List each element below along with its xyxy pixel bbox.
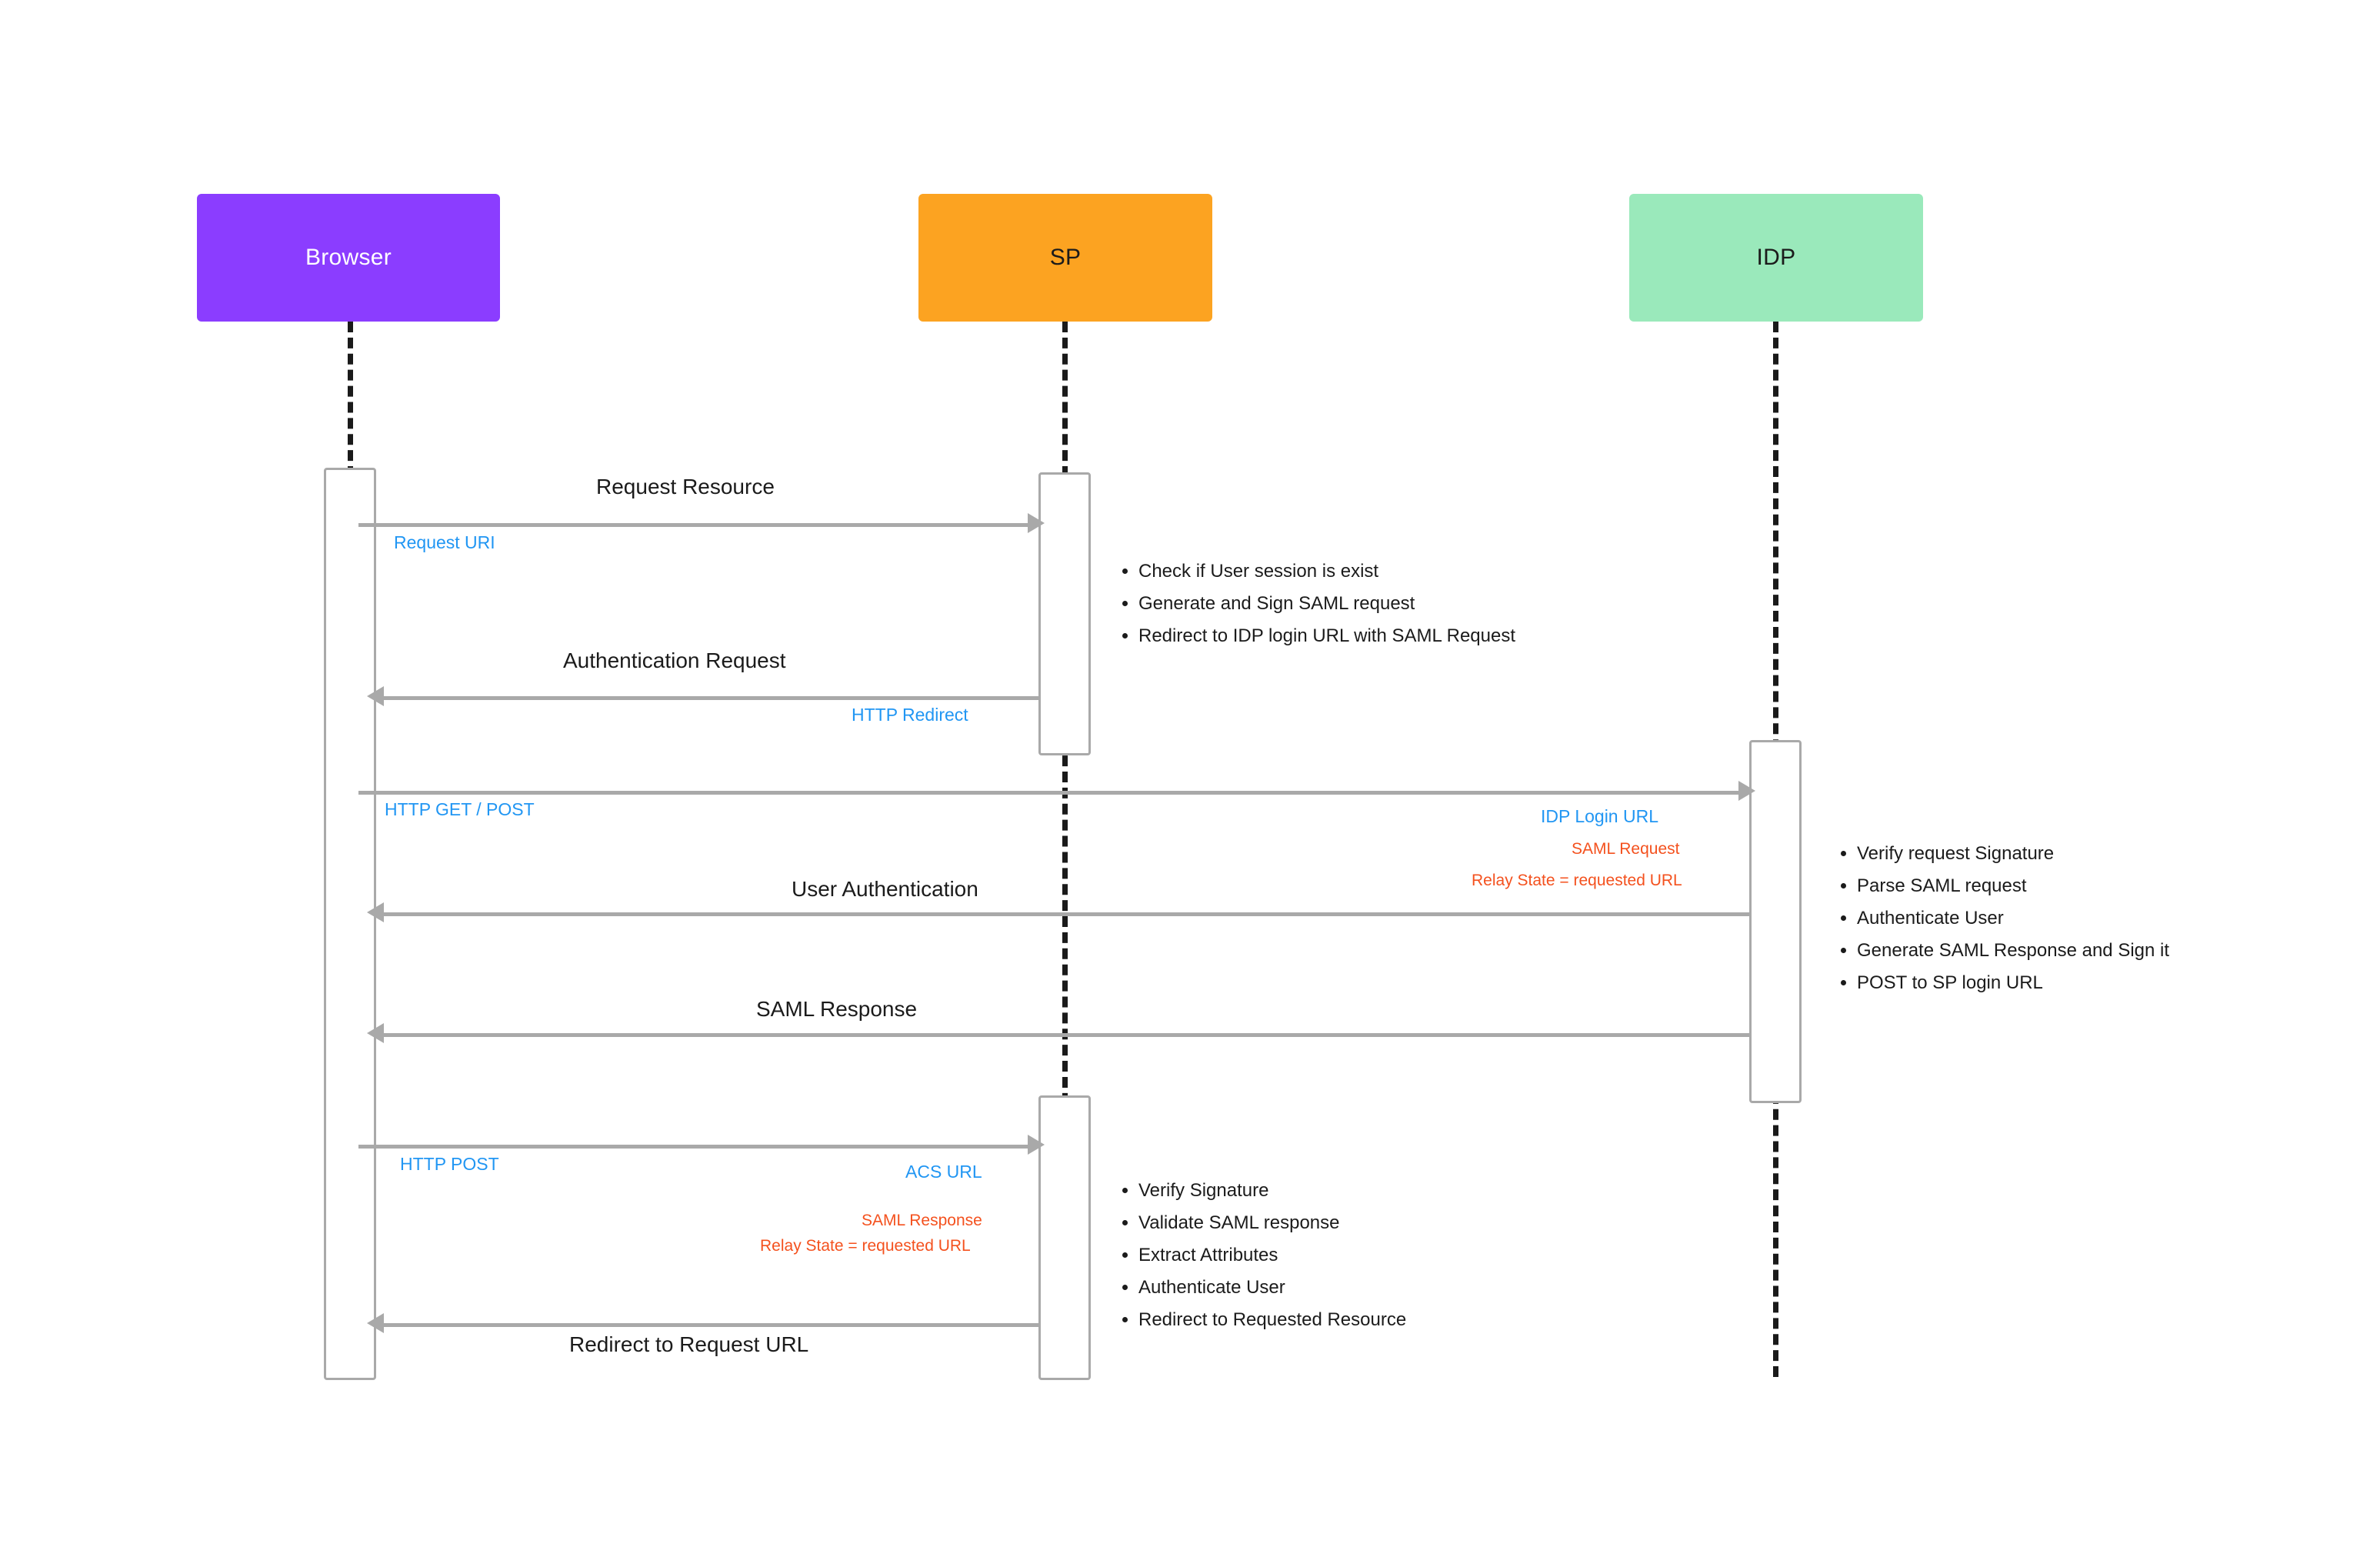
note-item: • Authenticate User	[1138, 1276, 1406, 1299]
message-note-http-get-post: HTTP GET / POST	[385, 799, 535, 819]
activation-idp	[1749, 740, 1802, 1103]
note-item: • Verify Signature	[1138, 1179, 1406, 1202]
message-note-http-redirect: HTTP Redirect	[852, 705, 968, 725]
message-note-saml-response: SAML Response	[862, 1212, 982, 1229]
arrow-line-http-post-acs	[358, 1145, 1029, 1149]
note-item: • Check if User session is exist	[1138, 560, 1515, 583]
note-item: • Generate and Sign SAML request	[1138, 592, 1515, 615]
note-item: • Extract Attributes	[1138, 1244, 1406, 1267]
participant-sp[interactable]	[918, 194, 1212, 322]
message-note-http-post: HTTP POST	[400, 1154, 499, 1174]
activation-sp-2	[1038, 1095, 1091, 1380]
participant-sp-label: SP	[1049, 245, 1082, 270]
arrow-head-user-authentication	[367, 902, 384, 922]
note-item: • Authenticate User	[1857, 907, 2169, 930]
note-item: • Validate SAML response	[1138, 1212, 1406, 1235]
note-item: • Verify request Signature	[1857, 842, 2169, 865]
arrow-line-saml-response	[382, 1033, 1749, 1037]
arrow-head-saml-response	[367, 1023, 384, 1043]
activation-browser	[324, 468, 376, 1380]
note-item: • Redirect to IDP login URL with SAML Request	[1138, 625, 1515, 648]
note-idp-verify	[1834, 842, 2169, 995]
message-label-user-authentication: User Authentication	[792, 877, 978, 901]
participant-browser[interactable]	[197, 194, 500, 322]
arrow-line-idp-login	[358, 791, 1740, 795]
activation-sp-1	[1038, 472, 1091, 755]
note-sp-verify	[1115, 1179, 1406, 1332]
message-note-relay-state-request: Relay State = requested URL	[1472, 872, 1682, 889]
participant-idp[interactable]	[1629, 194, 1923, 322]
arrow-head-request-resource	[1028, 513, 1045, 533]
note-item: • Generate SAML Response and Sign it	[1857, 939, 2169, 962]
participant-idp-label: IDP	[1756, 245, 1796, 270]
message-label-request-resource: Request Resource	[596, 475, 775, 498]
note-item: • Parse SAML request	[1857, 875, 2169, 898]
message-label-redirect-request-url: Redirect to Request URL	[569, 1332, 809, 1356]
participant-browser-label: Browser	[305, 245, 392, 270]
arrow-line-redirect-request-url	[382, 1323, 1038, 1327]
message-label-saml-response: SAML Response	[756, 997, 918, 1021]
message-note-saml-request: SAML Request	[1572, 840, 1680, 858]
message-note-request-uri: Request URI	[394, 532, 495, 552]
arrow-line-authentication-request	[382, 696, 1038, 700]
message-label-authentication-request: Authentication Request	[563, 648, 786, 672]
note-sp-check-session	[1115, 560, 1515, 648]
arrow-head-authentication-request	[367, 686, 384, 706]
message-note-relay-state-response: Relay State = requested URL	[760, 1237, 971, 1255]
arrow-line-user-authentication	[382, 912, 1749, 916]
arrow-head-idp-login	[1738, 781, 1755, 801]
arrow-head-http-post-acs	[1028, 1135, 1045, 1155]
message-note-idp-login-url: IDP Login URL	[1541, 806, 1658, 826]
arrow-line-request-resource	[358, 523, 1029, 527]
message-note-acs-url: ACS URL	[905, 1162, 982, 1182]
arrow-head-redirect-request-url	[367, 1313, 384, 1333]
note-item: • POST to SP login URL	[1857, 972, 2169, 995]
note-item: • Redirect to Requested Resource	[1138, 1309, 1406, 1332]
